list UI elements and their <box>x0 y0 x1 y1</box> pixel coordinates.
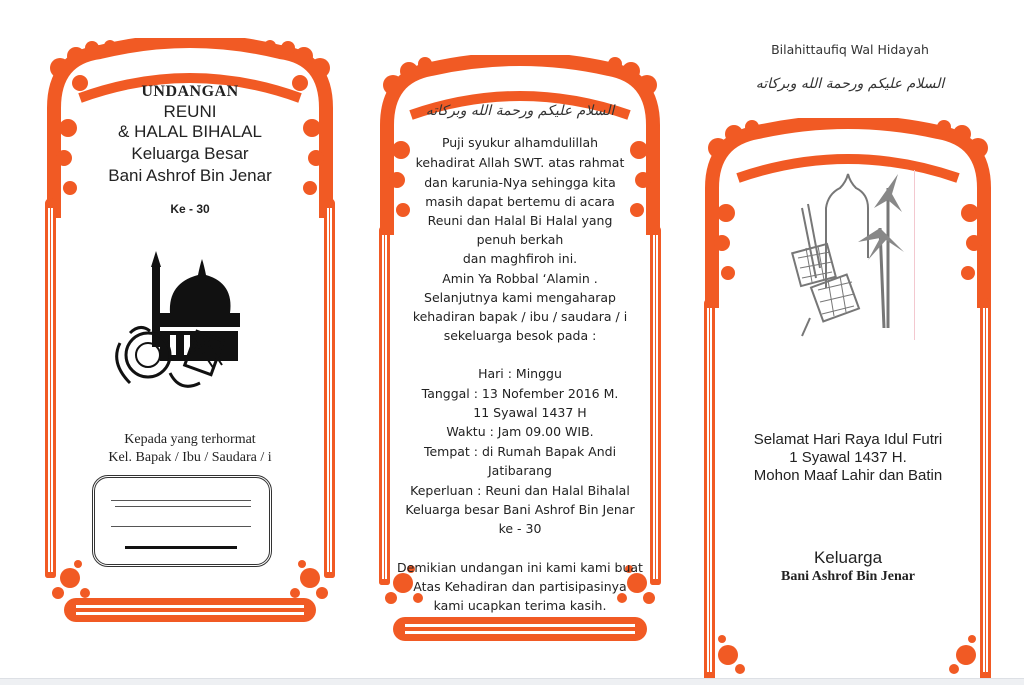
event-date: Tanggal : 13 Nofember 2016 M. <box>421 386 619 401</box>
recipient-address-box[interactable] <box>92 475 272 567</box>
frame-left-column <box>45 198 56 578</box>
family-name-line1: Keluarga Besar <box>131 144 249 163</box>
event-place: Tempat : di Rumah Bapak Andi <box>423 444 617 459</box>
addressee-heading: Kepada yang terhormat <box>124 432 256 447</box>
greeting-panel <box>700 118 996 678</box>
body-line: kehadirat Allah SWT. atas rahmat <box>415 155 625 170</box>
edition-label: Ke - 30 <box>170 202 210 216</box>
address-line-3 <box>111 526 251 527</box>
address-line-2 <box>115 506 251 507</box>
event-hijri-date: 11 Syawal 1437 H <box>473 405 587 420</box>
body-line: penuh berkah <box>476 232 564 247</box>
eid-greeting-text: Selamat Hari Raya Idul Futri <box>753 431 943 448</box>
frame-bottom-bar <box>393 617 647 641</box>
eid-greeting-line3: Mohon Maaf Lahir dan Batin <box>753 467 943 484</box>
event-purpose-family: Keluarga besar Bani Ashrof Bin Jenar <box>405 502 635 517</box>
body-line: sekeluarga besok pada : <box>443 328 597 343</box>
body-line: Reuni dan Halal Bi Halal yang <box>427 213 613 228</box>
family-name-line2: Bani Ashrof Bin Jenar <box>108 166 272 185</box>
addressee-salutation: Kel. Bapak / Ibu / Saudara / i <box>108 450 272 465</box>
salam-greeting: السلام عليكم ورحمة الله وبركاته <box>755 76 945 92</box>
event-edition: ke - 30 <box>498 521 542 536</box>
body-line: Selanjutnya kami mengaharap <box>424 290 616 305</box>
sender-label: Keluarga <box>813 548 883 567</box>
body-line: Puji syukur alhamdulillah <box>441 135 599 150</box>
eid-greeting-line2: 1 Syawal 1437 H. <box>789 449 907 466</box>
closing-line: Atas Kehadiran dan partisipasinya <box>413 579 627 594</box>
invitation-body-panel <box>375 55 665 645</box>
event-name-line2: & HALAL BIHALAL <box>118 122 262 141</box>
body-line: kehadiran bapak / ibu / saudara / i <box>412 309 628 324</box>
mosque-illustration-icon <box>110 243 250 403</box>
address-line-1 <box>111 500 251 501</box>
event-place-city: Jatibarang <box>488 463 552 478</box>
body-line: Amin Ya Robbal ‘Alamin . <box>442 271 598 286</box>
corner-scroll-right-icon <box>280 558 330 603</box>
frame-right-column <box>980 298 991 678</box>
blessing-header: Bilahittaufiq Wal Hidayah <box>771 42 929 57</box>
invitation-cover-panel <box>40 38 340 628</box>
closing-line: kami ucapkan terima kasih. <box>433 598 607 613</box>
corner-scroll-left-icon <box>714 633 754 678</box>
salam-greeting: السلام عليكم ورحمة الله وبركاته <box>425 103 615 119</box>
event-time: Waktu : Jam 09.00 WIB. <box>446 424 594 439</box>
eid-greeting-line1 <box>700 431 996 448</box>
corner-scroll-right-icon <box>940 633 980 678</box>
ketupat-palm-illustration-icon <box>788 168 918 343</box>
closing-line: Demikian undangan ini kami kami buat <box>397 560 643 575</box>
image-border-line <box>914 170 915 340</box>
frame-right-column <box>324 198 335 578</box>
event-day: Hari : Minggu <box>478 366 562 381</box>
frame-left-column <box>704 298 715 678</box>
address-line-4 <box>125 546 237 549</box>
invitation-title: UNDANGAN <box>141 83 239 100</box>
corner-scroll-left-icon <box>50 558 100 603</box>
body-line: dan karunia-Nya sehingga kita <box>424 175 616 190</box>
frame-bottom-bar <box>64 598 316 622</box>
event-purpose: Keperluan : Reuni dan Halal Bihalal <box>410 483 630 498</box>
body-line: dan maghfiroh ini. <box>462 251 578 266</box>
sender-name: Bani Ashrof Bin Jenar <box>781 569 915 584</box>
event-name-line1: REUNI <box>163 102 217 121</box>
body-line: masih dapat bertemu di acara <box>425 194 615 209</box>
